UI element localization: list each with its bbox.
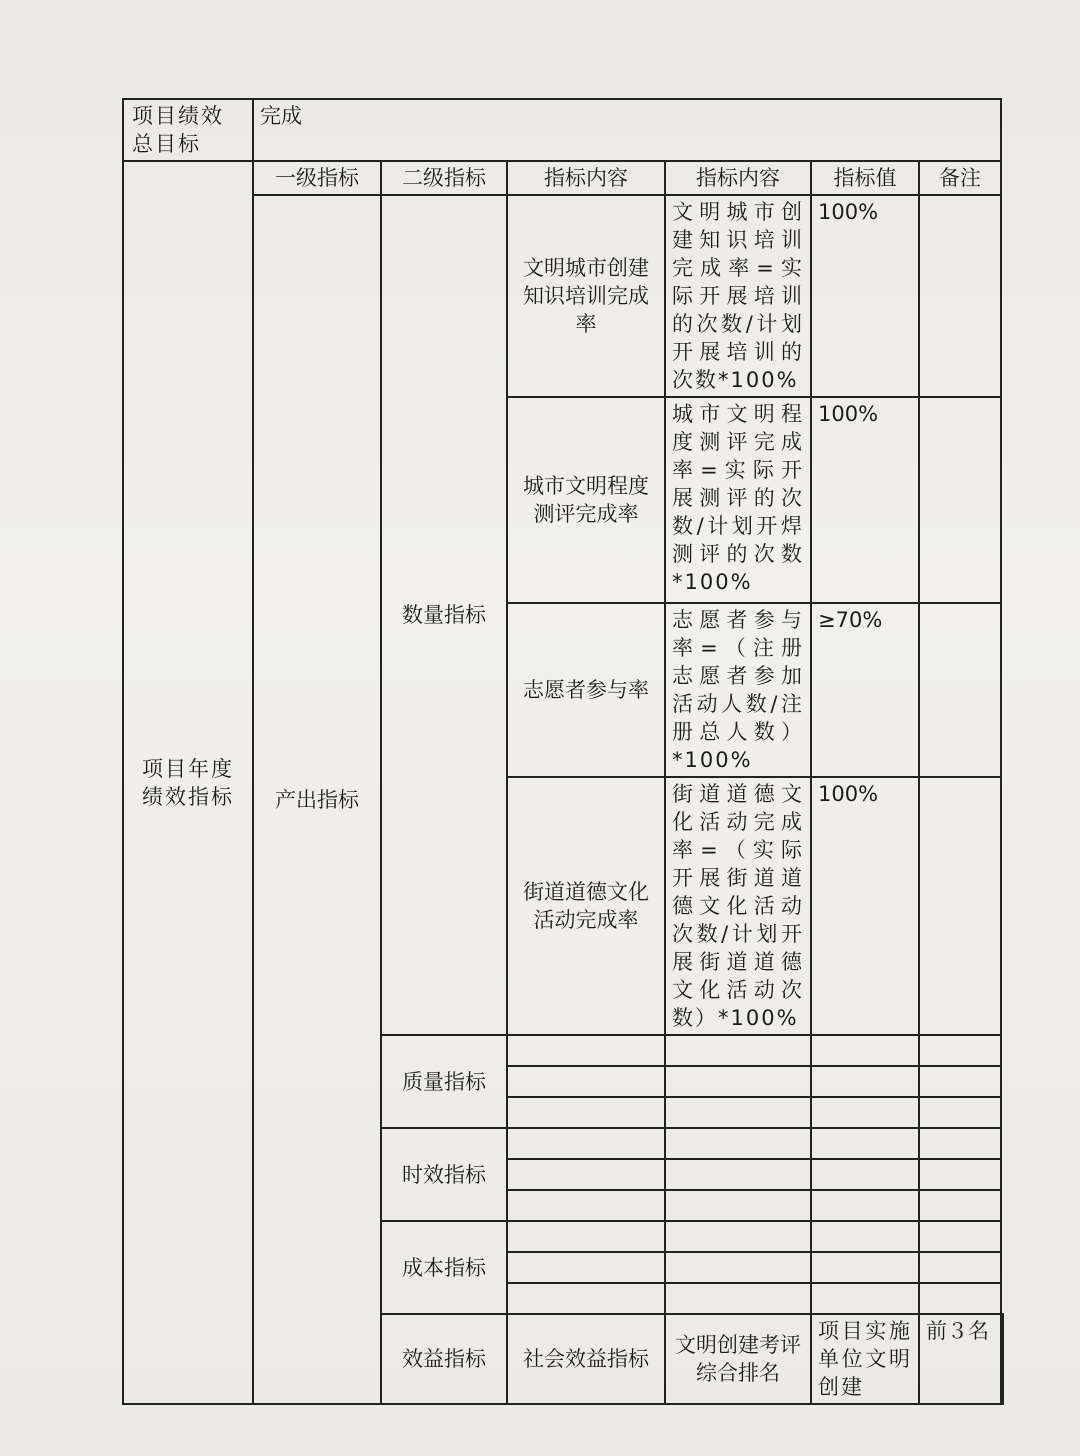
indicator-formula: 街道道德文化活动完成率=（实际开展街道道德文化活动次数/计划开展街道道德文化活动次数）*100% [665, 777, 811, 1035]
quantity-label: 数量指标 [381, 195, 507, 1035]
header-detail: 指标内容 [665, 161, 811, 195]
output-label: 产出指标 [253, 195, 381, 1404]
indicator-value: 100% [811, 195, 919, 397]
benefit-indicator-formula: 项目实施单位文明创建 [811, 1314, 919, 1404]
goal-row [123, 99, 1003, 161]
social-benefit-label: 社会效益指标 [507, 1314, 665, 1404]
indicator-value: 100% [811, 397, 919, 603]
indicator-note [919, 397, 1001, 603]
header-content: 指标内容 [507, 161, 665, 195]
indicator-formula: 文明城市创建知识培训完成率=实际开展培训的次数/计划开展培训的次数*100% [665, 195, 811, 397]
benefit-label: 效益指标 [381, 1314, 507, 1404]
indicator-note [919, 777, 1001, 1035]
benefit-indicator-note [1001, 1314, 1003, 1404]
indicator-name: 街道道德文化活动完成率 [507, 777, 665, 1035]
header-level1: 一级指标 [253, 161, 381, 195]
indicator-formula: 志愿者参与率=（注册志愿者参加活动人数/注册总人数）*100% [665, 603, 811, 777]
timeliness-label: 时效指标 [381, 1128, 507, 1221]
goal-value: 完成 [253, 99, 1001, 161]
header-note: 备注 [919, 161, 1001, 195]
indicator-name: 志愿者参与率 [507, 603, 665, 777]
goal-label: 项目绩效总目标 [123, 99, 253, 161]
quantity-row-1 [123, 195, 1003, 397]
indicator-name: 文明城市创建知识培训完成率 [507, 195, 665, 397]
benefit-indicator-value: 前３名 [919, 1314, 1001, 1404]
cost-label: 成本指标 [381, 1221, 507, 1314]
header-value: 指标值 [811, 161, 919, 195]
benefit-indicator-name: 文明创建考评综合排名 [665, 1314, 811, 1404]
indicator-note [919, 603, 1001, 777]
indicator-note [919, 195, 1001, 397]
header-row [123, 161, 1003, 195]
performance-table [122, 98, 1004, 1405]
indicator-value: ≥70% [811, 603, 919, 777]
indicator-value: 100% [811, 777, 919, 1035]
indicator-formula: 城市文明程度测评完成率=实际开展测评的次数/计划开焊测评的次数*100% [665, 397, 811, 603]
header-level2: 二级指标 [381, 161, 507, 195]
indicator-name: 城市文明程度测评完成率 [507, 397, 665, 603]
section-label: 项目年度绩效指标 [123, 161, 253, 1404]
quality-label: 质量指标 [381, 1035, 507, 1128]
